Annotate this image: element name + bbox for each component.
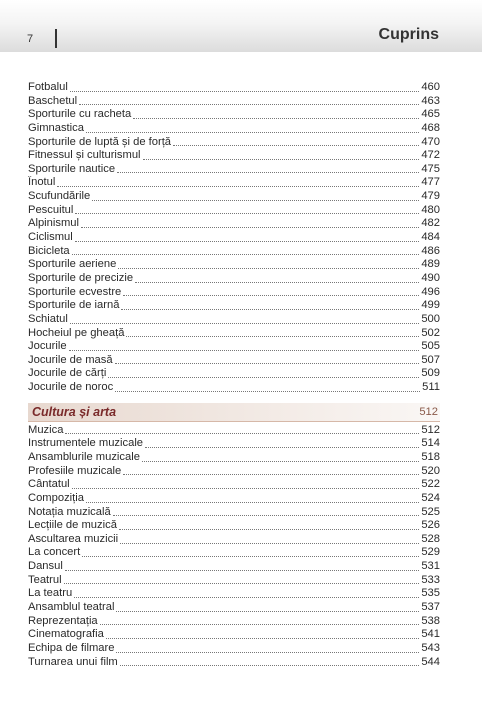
toc-entry-title: Jocurile de cărți — [28, 367, 107, 380]
toc-entry[interactable] — [28, 231, 440, 245]
toc-entry-title: Teatrul — [28, 573, 62, 586]
toc-entry[interactable] — [28, 108, 440, 122]
dot-leader — [135, 281, 419, 283]
toc-entry[interactable] — [28, 258, 440, 272]
toc-entry[interactable] — [28, 245, 440, 259]
toc-entry[interactable] — [28, 367, 440, 381]
toc-entry[interactable] — [28, 149, 440, 163]
toc-entry[interactable] — [28, 601, 440, 615]
toc-entry-page: 522 — [421, 478, 440, 491]
dot-leader — [74, 596, 419, 598]
toc-entry-page: 489 — [421, 258, 440, 271]
toc-entry-page: 520 — [421, 464, 440, 477]
toc-entry-page: 470 — [421, 135, 440, 148]
dot-leader — [75, 212, 419, 214]
toc-entry-title: Compoziția — [28, 491, 84, 504]
toc-entry-page: 518 — [421, 451, 440, 463]
dot-leader — [121, 308, 419, 310]
toc-entry[interactable] — [28, 354, 440, 368]
dot-leader — [82, 555, 419, 557]
header-divider — [55, 29, 57, 48]
toc-entry-page: 524 — [421, 491, 440, 504]
dot-leader — [120, 542, 419, 544]
toc-entry-page: 460 — [421, 81, 440, 93]
toc-entry-page: 482 — [421, 217, 440, 230]
toc-entry-page: 511 — [422, 381, 440, 394]
dot-leader — [142, 460, 419, 462]
section-title: Cuprins — [378, 26, 439, 43]
toc-entry-title: Ansamblul teatral — [28, 601, 115, 614]
toc-entry-page: 526 — [421, 519, 440, 532]
dot-leader — [116, 610, 419, 612]
dot-leader — [113, 514, 420, 516]
toc-entry-title: Ansamblurile muzicale — [28, 451, 140, 463]
toc-entry-page: 505 — [421, 340, 440, 353]
toc-entry-title: Instrumentele muzicale — [28, 437, 144, 450]
dot-leader — [64, 582, 420, 584]
dot-leader — [100, 623, 420, 625]
toc-entry-page: 528 — [421, 532, 440, 545]
toc-entry[interactable] — [28, 656, 440, 670]
dot-leader — [81, 226, 419, 228]
toc-entry-page: 502 — [421, 326, 440, 339]
toc-entry-page: 544 — [421, 655, 440, 668]
toc-entry-title: Hocheiul pe gheață — [28, 326, 125, 339]
toc-entry-title: Sporturile de luptă și de forță — [28, 135, 172, 148]
toc-entry-title: Ascultarea muzicii — [28, 532, 119, 545]
toc-entry[interactable] — [28, 272, 440, 286]
toc-entry[interactable] — [28, 424, 440, 438]
toc-entry[interactable] — [28, 478, 440, 492]
toc-entry-page: 477 — [421, 176, 440, 189]
toc-entry-page: 475 — [421, 162, 440, 175]
dot-leader — [173, 144, 419, 146]
toc-list-sports — [28, 81, 440, 395]
toc-entry[interactable] — [28, 313, 440, 327]
dot-leader — [86, 501, 419, 503]
toc-entry-page: 537 — [421, 601, 440, 614]
toc-entry-title: La concert — [28, 546, 81, 559]
toc-entry-title: Fotbalul — [28, 81, 68, 93]
dot-leader — [70, 90, 420, 92]
toc-entry-title: Turnarea unui film — [28, 655, 118, 668]
toc-entry[interactable] — [28, 176, 440, 190]
toc-entry[interactable] — [28, 642, 440, 656]
toc-entry[interactable] — [28, 327, 440, 341]
toc-entry[interactable] — [28, 340, 440, 354]
toc-entry[interactable] — [28, 547, 440, 561]
toc-entry[interactable] — [28, 204, 440, 218]
toc-entry-page: 468 — [421, 121, 440, 134]
dot-leader — [143, 158, 420, 160]
dot-leader — [92, 199, 419, 201]
dot-leader — [145, 446, 419, 448]
toc-group-title: Cultura și arta — [32, 404, 117, 419]
dot-leader — [72, 253, 420, 255]
toc-entry-page: 465 — [421, 108, 440, 121]
toc-entry-page: 496 — [421, 285, 440, 298]
toc-entry[interactable] — [28, 587, 440, 601]
toc-entry-page: 533 — [421, 573, 440, 586]
toc-entry-page: 543 — [421, 641, 440, 654]
toc-entry-page: 479 — [421, 190, 440, 203]
toc-entry[interactable] — [28, 217, 440, 231]
toc-entry-title: Profesiile muzicale — [28, 464, 122, 477]
toc-list-culture — [28, 424, 440, 670]
toc-entry-title: Bicicleta — [28, 244, 70, 257]
dot-leader — [120, 664, 420, 666]
toc-entry-page: 472 — [421, 149, 440, 162]
toc-entry-title: Pescuitul — [28, 203, 74, 216]
toc-entry-title: Sporturile de precizie — [28, 271, 134, 284]
toc-entry[interactable] — [28, 574, 440, 588]
toc-entry[interactable] — [28, 190, 440, 204]
dot-leader — [116, 651, 419, 653]
toc-entry-title: Sporturile ecvestre — [28, 285, 122, 298]
toc-entry[interactable] — [28, 122, 440, 136]
toc-entry-title: Schiatul — [28, 312, 68, 325]
dot-leader — [57, 185, 419, 187]
toc-entry[interactable] — [28, 465, 440, 479]
table-of-contents — [28, 81, 440, 669]
page-header — [0, 0, 482, 52]
toc-entry[interactable] — [28, 615, 440, 629]
toc-entry[interactable] — [28, 533, 440, 547]
toc-entry-title: La teatru — [28, 587, 73, 600]
toc-entry-title: Fitnessul și culturismul — [28, 149, 141, 162]
dot-leader — [115, 362, 420, 364]
toc-entry-title: Sporturile nautice — [28, 162, 116, 175]
dot-leader — [86, 131, 419, 133]
dot-leader — [126, 335, 419, 337]
dot-leader — [123, 473, 419, 475]
toc-entry[interactable] — [28, 163, 440, 177]
toc-entry-page: 525 — [421, 505, 440, 518]
page-number: 7 — [27, 33, 34, 45]
toc-entry-title: Cântatul — [28, 478, 70, 491]
dot-leader — [72, 487, 420, 489]
toc-entry-title: Cinematografia — [28, 628, 104, 641]
toc-entry-title: Ciclismul — [28, 231, 73, 244]
toc-entry[interactable] — [28, 381, 440, 395]
toc-entry-page: 486 — [421, 244, 440, 257]
toc-entry-page: 507 — [421, 353, 440, 366]
toc-entry-title: Jocurile de masă — [28, 353, 113, 366]
dot-leader — [115, 390, 420, 392]
toc-entry-page: 531 — [421, 560, 440, 573]
toc-entry-page: 512 — [421, 423, 440, 436]
toc-group-header[interactable] — [28, 403, 440, 422]
toc-entry-title: Muzica — [28, 423, 64, 436]
dot-leader — [79, 103, 419, 105]
toc-entry-title: Lecțiile de muzică — [28, 519, 117, 532]
toc-entry-title: Alpinismul — [28, 217, 79, 230]
toc-entry-title: Reprezentația — [28, 614, 98, 627]
toc-entry-page: 480 — [421, 203, 440, 216]
toc-entry-page: 509 — [421, 367, 440, 380]
toc-entry[interactable] — [28, 299, 440, 313]
dot-leader — [65, 569, 420, 571]
dot-leader — [117, 171, 419, 173]
dot-leader — [70, 322, 420, 324]
toc-entry[interactable] — [28, 437, 440, 451]
toc-entry-title: Baschetul — [28, 94, 78, 107]
toc-entry-title: Sporturile aeriene — [28, 258, 117, 271]
toc-entry[interactable] — [28, 628, 440, 642]
toc-entry-title: Echipa de filmare — [28, 641, 115, 654]
dot-leader — [119, 528, 419, 530]
toc-entry-title: Notația muzicală — [28, 505, 111, 518]
toc-entry-page: 541 — [421, 628, 440, 641]
toc-entry-page: 535 — [421, 587, 440, 600]
dot-leader — [118, 267, 419, 269]
toc-entry-title: Gimnastica — [28, 121, 84, 134]
toc-entry-title: Dansul — [28, 560, 63, 573]
toc-entry-title: Jocurile — [28, 340, 67, 353]
dot-leader — [69, 349, 420, 351]
toc-entry[interactable] — [28, 519, 440, 533]
dot-leader — [106, 637, 419, 639]
toc-entry[interactable] — [28, 492, 440, 506]
toc-entry[interactable] — [28, 136, 440, 150]
dot-leader — [65, 432, 419, 434]
toc-entry-page: 514 — [421, 437, 440, 450]
toc-entry-page: 490 — [421, 271, 440, 284]
toc-group-page: 512 — [419, 405, 438, 418]
toc-entry-page: 538 — [421, 614, 440, 627]
toc-entry-title: Jocurile de noroc — [28, 381, 114, 394]
toc-entry-page: 500 — [421, 312, 440, 325]
toc-entry[interactable] — [28, 286, 440, 300]
toc-entry-page: 484 — [421, 231, 440, 244]
toc-entry[interactable] — [28, 95, 440, 109]
dot-leader — [123, 294, 419, 296]
toc-entry-title: Înotul — [28, 176, 56, 189]
dot-leader — [75, 240, 420, 242]
toc-entry[interactable] — [28, 81, 440, 95]
dot-leader — [133, 117, 419, 119]
toc-entry[interactable] — [28, 506, 440, 520]
toc-entry[interactable] — [28, 451, 440, 465]
dot-leader — [108, 376, 419, 378]
toc-entry-title: Sporturile cu racheta — [28, 108, 132, 121]
toc-entry[interactable] — [28, 560, 440, 574]
toc-entry-page: 499 — [421, 299, 440, 312]
toc-entry-title: Sporturile de iarnă — [28, 299, 120, 312]
toc-entry-page: 529 — [421, 546, 440, 559]
toc-entry-page: 463 — [421, 94, 440, 107]
toc-entry-title: Scufundările — [28, 190, 91, 203]
